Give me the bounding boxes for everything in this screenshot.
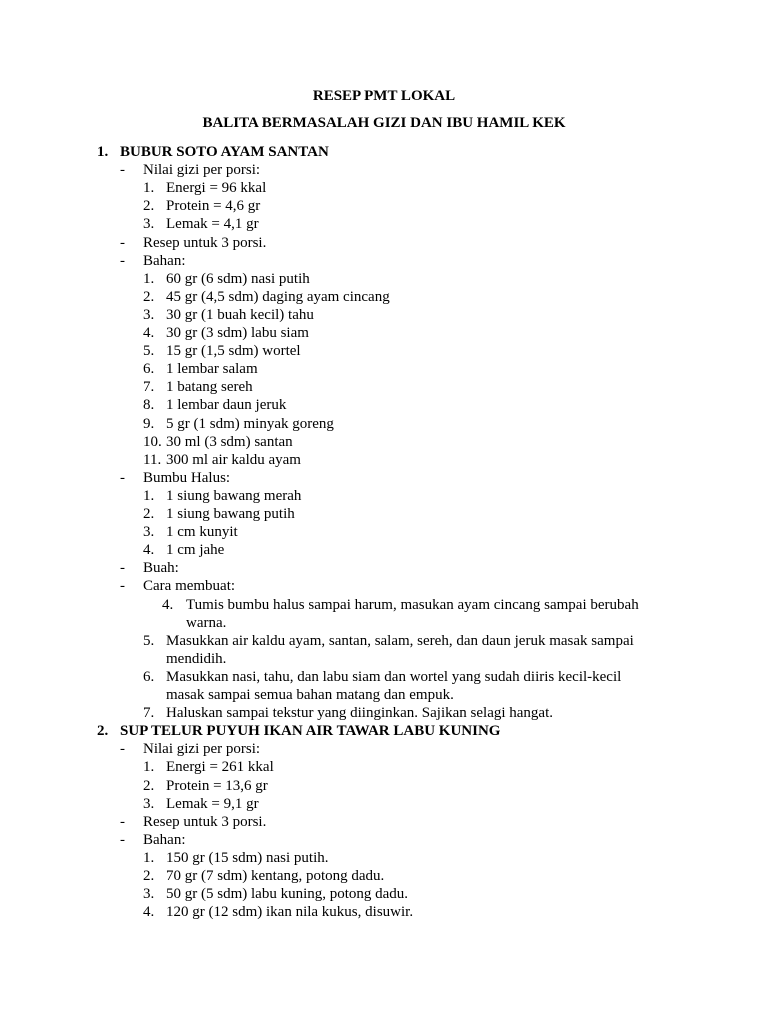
list-number: 1.: [143, 270, 155, 287]
list-number: 3.: [143, 886, 155, 903]
ingredient-item: 30 ml (3 sdm) santan: [166, 433, 293, 450]
ingredient-item: 60 gr (6 sdm) nasi putih: [166, 270, 310, 287]
list-bullet: -: [120, 578, 125, 595]
list-number: 7.: [143, 705, 155, 722]
method-step-continuation: warna.: [186, 614, 227, 631]
list-number: 11.: [143, 451, 162, 468]
list-bullet: -: [120, 252, 125, 269]
nutrition-item: Protein = 4,6 gr: [166, 198, 261, 215]
list-number: 1.: [143, 849, 155, 866]
list-number: 5.: [143, 343, 155, 360]
ingredient-item: 1 lembar daun jeruk: [166, 397, 287, 414]
section-label: Buah:: [143, 560, 179, 577]
list-number: 3.: [143, 524, 155, 541]
method-step-continuation: masak sampai semua bahan matang dan empuk.: [166, 687, 454, 703]
spice-item: 1 siung bawang merah: [166, 487, 302, 504]
list-number: 6.: [143, 668, 155, 685]
ingredient-item: 5 gr (1 sdm) minyak goreng: [166, 415, 334, 432]
list-bullet: -: [120, 741, 125, 758]
document-subtitle: BALITA BERMASALAH GIZI DAN IBU HAMIL KEK: [202, 115, 566, 131]
section-label: Bahan:: [143, 252, 186, 269]
list-number: 3.: [143, 216, 155, 233]
spice-item: 1 cm kunyit: [166, 524, 238, 541]
recipe-title: BUBUR SOTO AYAM SANTAN: [120, 144, 329, 160]
nutrition-item: Protein = 13,6 gr: [166, 777, 268, 794]
ingredient-item: 15 gr (1,5 sdm) wortel: [166, 343, 301, 360]
section-label: Cara membuat:: [143, 578, 236, 595]
method-step: Masukkan air kaldu ayam, santan, salam, sereh, dan daun jeruk masak sampai: [166, 632, 634, 649]
section-label: Nilai gizi per porsi:: [143, 162, 261, 179]
list-number: 7.: [143, 379, 155, 396]
list-number: 2.: [143, 777, 155, 794]
list-number: 4.: [143, 904, 155, 921]
list-number: 2.: [143, 506, 155, 522]
list-bullet: -: [120, 831, 125, 848]
list-number: 8.: [143, 397, 155, 414]
ingredient-item: 50 gr (5 sdm) labu kuning, potong dadu.: [166, 886, 409, 903]
spice-item: 1 cm jahe: [166, 542, 225, 559]
portion-text: Resep untuk 3 porsi.: [143, 234, 267, 251]
list-number: 9.: [143, 415, 155, 432]
nutrition-item: Lemak = 4,1 gr: [166, 216, 259, 233]
list-number: 3.: [143, 795, 155, 812]
section-label: Bahan:: [143, 831, 186, 848]
list-number: 10.: [143, 433, 162, 450]
ingredient-item: 1 batang sereh: [166, 379, 253, 396]
ingredient-item: 70 gr (7 sdm) kentang, potong dadu.: [166, 868, 385, 884]
list-number: 6.: [143, 361, 155, 378]
list-number: 2.: [143, 288, 155, 305]
list-bullet: -: [120, 813, 125, 830]
nutrition-item: Energi = 96 kkal: [166, 180, 267, 197]
list-bullet: -: [120, 560, 125, 577]
portion-text: Resep untuk 3 porsi.: [143, 813, 267, 830]
section-label: Bumbu Halus:: [143, 469, 231, 486]
nutrition-item: Energi = 261 kkal: [166, 759, 274, 776]
method-step: Masukkan nasi, tahu, dan labu siam dan wortel yang sudah diiris kecil-kecil: [166, 668, 622, 685]
list-number: 4.: [143, 542, 155, 559]
ingredient-item: 150 gr (15 sdm) nasi putih.: [166, 849, 329, 866]
list-bullet: -: [120, 469, 125, 486]
list-number: 5.: [143, 632, 155, 649]
ingredient-item: 120 gr (12 sdm) ikan nila kukus, disuwir.: [166, 904, 414, 921]
recipe-number: 2.: [97, 723, 109, 740]
ingredient-item: 45 gr (4,5 sdm) daging ayam cincang: [166, 288, 390, 305]
list-number: 4.: [162, 596, 174, 613]
method-step: Tumis bumbu halus sampai harum, masukan ayam cincang sampai berubah: [186, 596, 639, 613]
method-step-continuation: mendidih.: [166, 650, 227, 667]
recipe-title: SUP TELUR PUYUH IKAN AIR TAWAR LABU KUNING: [120, 723, 501, 740]
list-number: 1.: [143, 487, 155, 504]
list-bullet: -: [120, 234, 125, 251]
ingredient-item: 1 lembar salam: [166, 361, 258, 378]
list-number: 2.: [143, 868, 155, 884]
list-bullet: -: [120, 162, 125, 179]
document-title: RESEP PMT LOKAL: [312, 88, 456, 104]
method-step: Haluskan sampai tekstur yang diinginkan. Sajikan selagi hangat.: [166, 705, 553, 722]
ingredient-item: 300 ml air kaldu ayam: [166, 451, 301, 468]
ingredient-item: 30 gr (1 buah kecil) tahu: [166, 306, 314, 323]
spice-item: 1 siung bawang putih: [166, 506, 295, 522]
nutrition-item: Lemak = 9,1 gr: [166, 795, 259, 812]
list-number: 3.: [143, 306, 155, 323]
list-number: 4.: [143, 325, 155, 341]
list-number: 2.: [143, 198, 155, 215]
ingredient-item: 30 gr (3 sdm) labu siam: [166, 325, 309, 341]
list-number: 1.: [143, 180, 155, 197]
list-number: 1.: [143, 759, 155, 776]
section-label: Nilai gizi per porsi:: [143, 741, 261, 758]
recipe-number: 1.: [97, 144, 109, 160]
